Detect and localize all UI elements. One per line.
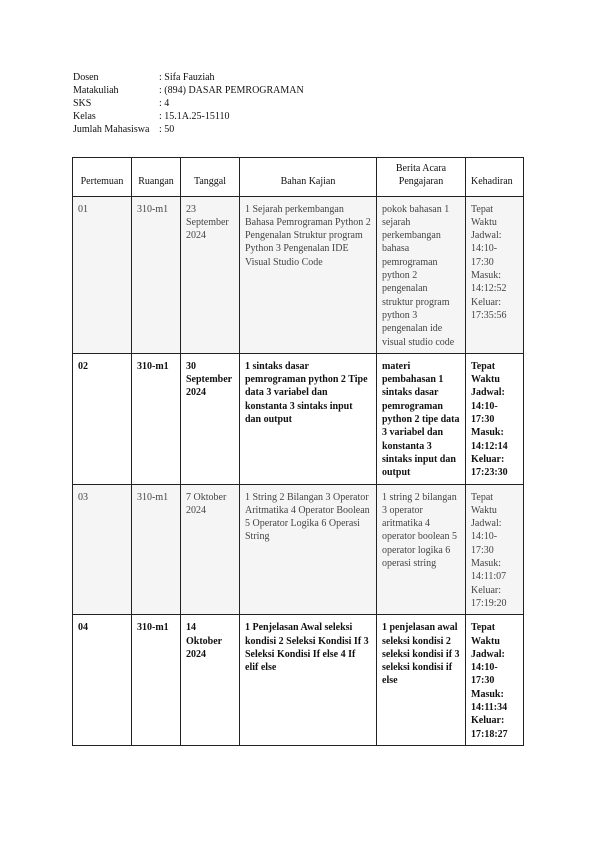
table-row (73, 196, 524, 353)
cell-tanggal: 30 September 2024 (181, 353, 240, 484)
header-kehadiran: Kehadiran (466, 158, 524, 197)
cell-pertemuan: 02 (73, 353, 132, 484)
info-row-jumlah-mahasiswa (73, 123, 304, 136)
header-tanggal: Tanggal (181, 158, 240, 197)
info-value: : 15.1A.25-15110 (159, 111, 230, 122)
cell-kehadiran: Tepat Waktu Jadwal: 14:10-17:30 Masuk: 14:12:14 Keluar: 17:23:30 (466, 353, 524, 484)
header-pertemuan: Pertemuan (73, 158, 132, 197)
schedule-table (72, 157, 524, 746)
cell-tanggal: 23 September 2024 (181, 196, 240, 353)
cell-berita-acara: pokok bahasan 1 sejarah perkembangan bahasa pemrograman python 2 pengenalan struktur program python 3 pengenalan ide visual studio code (377, 196, 466, 353)
info-value: : 50 (159, 124, 175, 135)
cell-bahan-kajian: 1 Penjelasan Awal seleksi kondisi 2 Seleksi Kondisi If 3 Seleksi Kondisi If else 4 If elif else (240, 615, 377, 746)
table-row (73, 615, 524, 746)
cell-ruangan: 310-m1 (132, 353, 181, 484)
cell-ruangan: 310-m1 (132, 615, 181, 746)
info-row-kelas (73, 110, 304, 123)
info-value: : (894) DASAR PEMROGRAMAN (159, 85, 304, 96)
info-row-matakuliah (73, 84, 304, 97)
header-bahan-kajian: Bahan Kajian (240, 158, 377, 197)
cell-bahan-kajian: 1 String 2 Bilangan 3 Operator Aritmatika 4 Operator Boolean 5 Operator Logika 6 Operasi String (240, 484, 377, 615)
course-info (73, 71, 304, 136)
cell-bahan-kajian: 1 sintaks dasar pemrograman python 2 Tipe data 3 variabel dan konstanta 3 sintaks input dan output (240, 353, 377, 484)
cell-berita-acara: 1 penjelasan awal seleksi kondisi 2 seleksi kondisi if 3 seleksi kondisi if else (377, 615, 466, 746)
cell-tanggal: 7 Oktober 2024 (181, 484, 240, 615)
header-ruangan: Ruangan (132, 158, 181, 197)
cell-pertemuan: 04 (73, 615, 132, 746)
table-row (73, 484, 524, 615)
cell-pertemuan: 01 (73, 196, 132, 353)
cell-ruangan: 310-m1 (132, 196, 181, 353)
info-row-sks (73, 97, 304, 110)
info-label: Jumlah Mahasiswa (73, 124, 150, 135)
table-header-row (73, 158, 524, 197)
cell-bahan-kajian: 1 Sejarah perkembangan Bahasa Pemrograman Python 2 Pengenalan Struktur program Python 3 Pengenalan IDE Visual Studio Code (240, 196, 377, 353)
cell-kehadiran: Tepat Waktu Jadwal: 14:10-17:30 Masuk: 14:12:52 Keluar: 17:35:56 (466, 196, 524, 353)
info-value: : 4 (159, 98, 170, 109)
info-label: Kelas (73, 111, 96, 122)
info-row-dosen (73, 71, 304, 84)
cell-tanggal: 14 Oktober 2024 (181, 615, 240, 746)
info-label: SKS (73, 98, 92, 109)
info-label: Dosen (73, 72, 99, 83)
cell-berita-acara: materi pembahasan 1 sintaks dasar pemrograman python 2 tipe data 3 variabel dan konstanta 3 sintaks input dan output (377, 353, 466, 484)
table-row (73, 353, 524, 484)
info-label: Matakuliah (73, 85, 119, 96)
cell-berita-acara: 1 string 2 bilangan 3 operator aritmatika 4 operator boolean 5 operator logika 6 operasi string (377, 484, 466, 615)
info-value: : Sifa Fauziah (159, 72, 215, 83)
cell-kehadiran: Tepat Waktu Jadwal: 14:10-17:30 Masuk: 14:11:07 Keluar: 17:19:20 (466, 484, 524, 615)
cell-kehadiran: Tepat Waktu Jadwal: 14:10-17:30 Masuk: 14:11:34 Keluar: 17:18:27 (466, 615, 524, 746)
cell-pertemuan: 03 (73, 484, 132, 615)
header-berita-acara: Berita Acara Pengajaran (377, 158, 466, 197)
cell-ruangan: 310-m1 (132, 484, 181, 615)
